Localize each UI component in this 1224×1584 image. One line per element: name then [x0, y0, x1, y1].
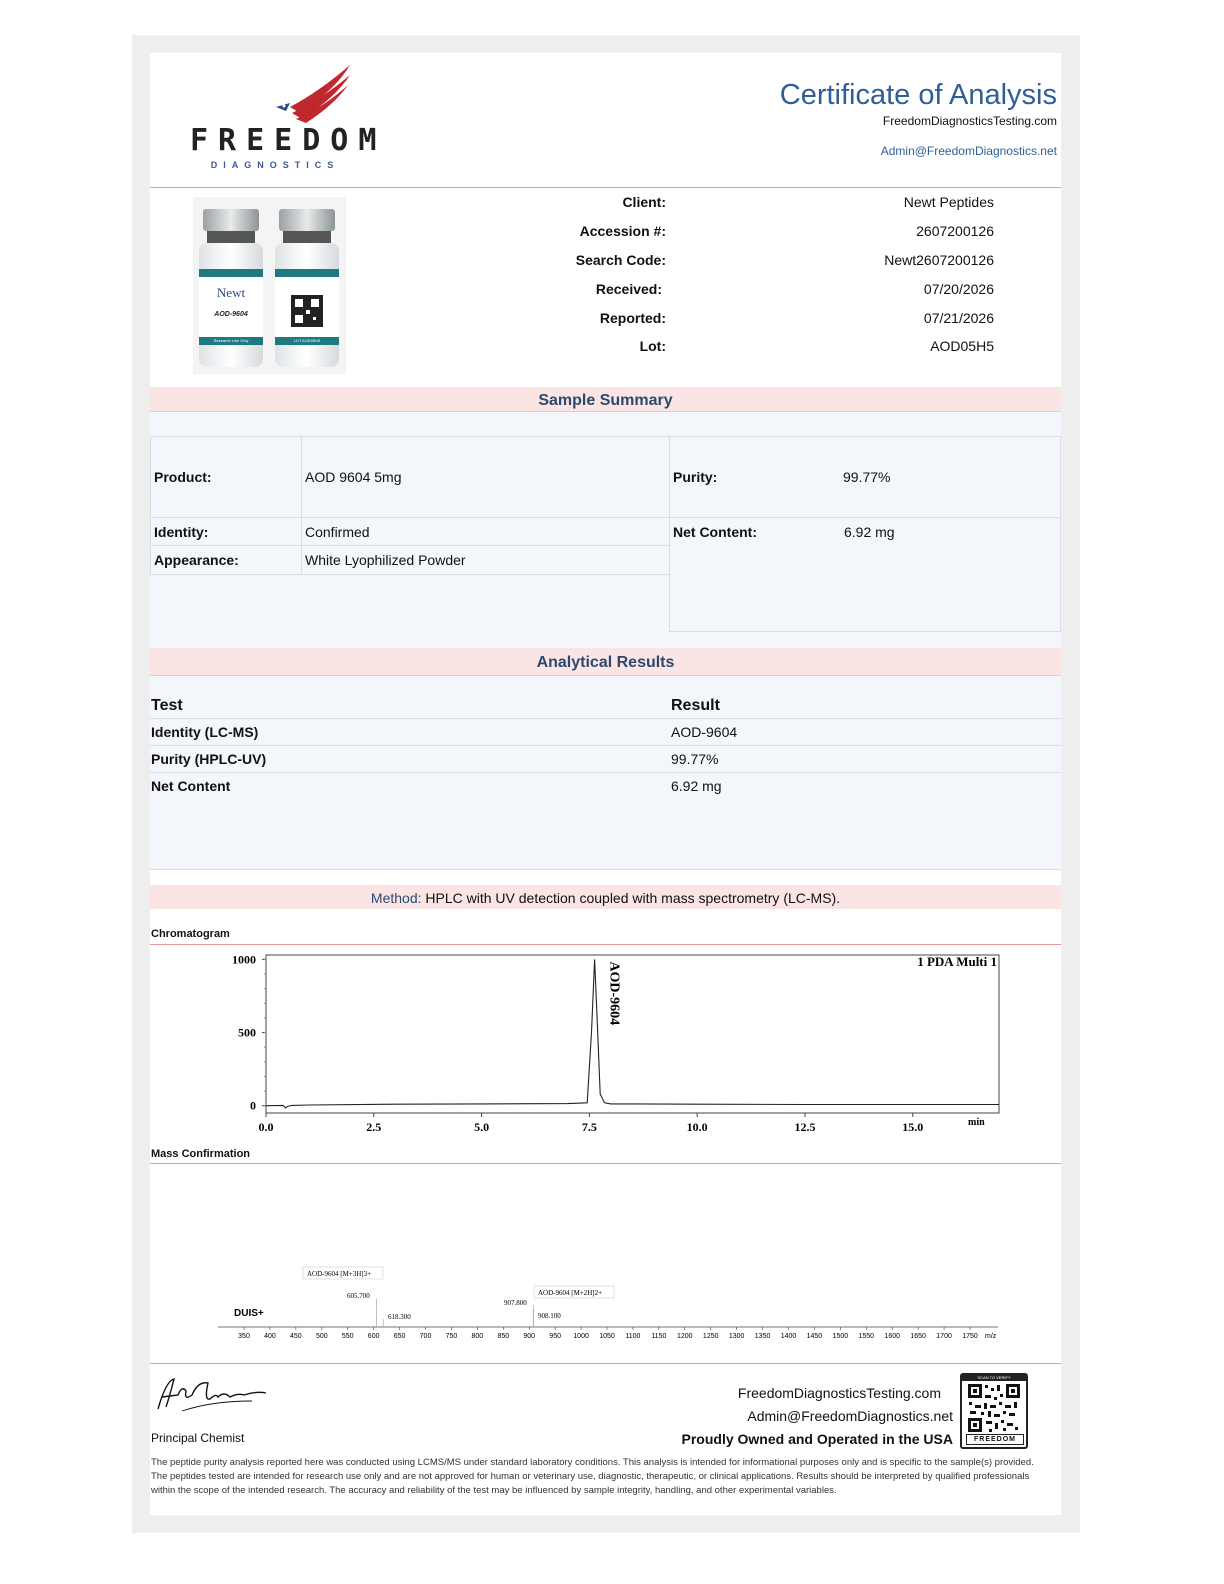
purity-value: 99.77% — [843, 469, 891, 485]
x-tick-label: 1200 — [676, 1333, 693, 1340]
signature-name — [154, 1423, 160, 1424]
x-tick-label: 1000 — [573, 1333, 589, 1340]
table-row — [150, 773, 1061, 799]
signer-title: Principal Chemist — [151, 1431, 245, 1445]
x-tick-label: 900 — [523, 1333, 536, 1340]
method-band — [150, 885, 1061, 909]
x-tick-label: 1300 — [728, 1333, 745, 1340]
chromatogram-series-label: 1 PDA Multi 1 — [917, 954, 997, 969]
purity-label: Purity: — [673, 469, 718, 485]
x-tick-label: 15.0 — [902, 1120, 924, 1134]
x-tick-label: 600 — [367, 1333, 380, 1340]
freedom-logo — [188, 63, 387, 173]
x-tick-label: 10.0 — [686, 1120, 708, 1134]
client-value: Newt Peptides — [903, 194, 994, 210]
chromatogram-plot-area — [266, 955, 999, 1113]
chromatogram-series-line — [266, 959, 999, 1108]
footer-email[interactable]: Admin@FreedomDiagnostics.net — [747, 1408, 953, 1424]
table-row — [150, 746, 1061, 773]
x-tick-label: 5.0 — [474, 1120, 490, 1134]
vial-brand: Newt — [216, 285, 246, 300]
method-label: Method: — [370, 890, 422, 906]
header-website[interactable]: FreedomDiagnosticsTesting.com — [882, 114, 1057, 128]
x-tick-label: 12.5 — [794, 1120, 816, 1134]
x-tick-label: 700 — [419, 1333, 432, 1340]
x-tick-label: 1150 — [651, 1333, 667, 1340]
analytical-results-header — [150, 648, 1061, 676]
search-code-value: Newt2607200126 — [884, 252, 994, 268]
brand-name: FREEDOM — [190, 123, 387, 158]
x-tick-label: 750 — [445, 1333, 458, 1340]
qr-caption: FREEDOM — [966, 1434, 1024, 1445]
identity-value-cell — [301, 517, 670, 546]
mass-spectrum-chart — [150, 1164, 1061, 1344]
x-tick-label: 7.5 — [581, 1120, 597, 1134]
mass-confirmation-title: Mass Confirmation — [151, 1148, 251, 1160]
product-value: AOD 9604 5mg — [305, 469, 402, 485]
disclaimer-text: The peptide purity analysis reported here was conducted using LCMS/MS under standard laboratory conditions. This analysis is intended for informational purposes only and is specific to the sample(s) provided. The peptides tested are intended for research use only and are not approved for human or veterinary use, diagnostic, therapeutic, or clinical applications. Results should be interpreted by qualified professionals within the scope of the intended research. The accuracy and reliability of the test may be influenced by sample integrity, handling, and other experimental variables. — [151, 1457, 1034, 1496]
x-tick-label: 1450 — [806, 1333, 823, 1340]
test-name: Net Content — [151, 778, 231, 794]
product-label: Product: — [154, 469, 212, 485]
verify-qr-badge[interactable] — [960, 1373, 1028, 1449]
y-tick-label: 0 — [250, 1098, 256, 1113]
chromatogram-chart — [150, 945, 1061, 1135]
test-column-header: Test — [151, 697, 183, 714]
header-email[interactable]: Admin@FreedomDiagnostics.net — [880, 144, 1057, 158]
mass-annotation: 605.700 — [347, 1292, 370, 1300]
vial-product: AOD-9604 — [214, 311, 248, 318]
x-tick-label: 1550 — [858, 1333, 875, 1340]
product-photo — [193, 197, 346, 374]
mass-annotation: 907.800 — [504, 1299, 527, 1307]
brand-subtitle: DIAGNOSTICS — [210, 160, 340, 170]
identity-value: Confirmed — [305, 524, 370, 540]
accession-value: 2607200126 — [916, 223, 994, 239]
x-tick-label: 1750 — [962, 1333, 978, 1340]
qr-code-icon — [967, 1383, 1021, 1433]
x-tick-label: 1500 — [832, 1333, 849, 1340]
appearance-value-cell — [301, 545, 670, 575]
page-title: Certificate of Analysis — [779, 79, 1057, 111]
appearance-label-cell — [150, 545, 302, 575]
chromatogram-x-unit: min — [968, 1117, 985, 1128]
test-name: Identity (LC-MS) — [151, 724, 259, 740]
method-text: HPLC with UV detection coupled with mass spectrometry (LC-MS). — [425, 890, 841, 906]
x-tick-label: 950 — [549, 1333, 561, 1340]
x-tick-label: 400 — [264, 1333, 276, 1340]
identity-label: Identity: — [154, 524, 209, 540]
test-result: 6.92 mg — [671, 778, 722, 794]
appearance-label: Appearance: — [154, 552, 239, 568]
net-content-label: Net Content: — [673, 524, 757, 540]
results-header-row — [150, 693, 1061, 719]
reported-label: Reported: — [599, 310, 666, 326]
x-tick-label: 350 — [238, 1333, 250, 1340]
x-tick-label: 850 — [497, 1333, 510, 1340]
x-tick-label: 650 — [393, 1333, 406, 1340]
mass-annotation: 908.100 — [538, 1312, 561, 1320]
table-row — [150, 719, 1061, 746]
eagle-flag-icon — [232, 63, 352, 125]
net-content-value: 6.92 mg — [844, 524, 895, 540]
mass-annotation: 618.300 — [388, 1313, 411, 1321]
received-label: Received: — [595, 281, 662, 297]
appearance-value: White Lyophilized Powder — [305, 552, 466, 568]
mass-annotation: AOD-9604 [M+2H]2+ — [538, 1289, 603, 1297]
vial-lot: LOT:AOD05H5 — [293, 338, 321, 343]
reported-value: 07/21/2026 — [923, 310, 994, 326]
x-tick-label: 1100 — [625, 1333, 641, 1340]
qr-top-label: SCAN TO VERIFY — [962, 1375, 1026, 1381]
x-tick-label: 500 — [315, 1333, 328, 1340]
x-tick-label: 1600 — [884, 1333, 901, 1340]
x-tick-label: 1250 — [702, 1333, 719, 1340]
footer-divider — [150, 1363, 1061, 1364]
mass-mode-label: DUIS+ — [234, 1308, 264, 1319]
footer-tagline: Proudly Owned and Operated in the USA — [681, 1431, 953, 1447]
y-tick-label: 500 — [238, 1025, 256, 1040]
peak-label: AOD-9604 — [606, 961, 622, 1026]
footer-website[interactable]: FreedomDiagnosticsTesting.com — [737, 1385, 941, 1401]
analytical-results-table — [150, 676, 1061, 870]
x-tick-label: 450 — [290, 1333, 302, 1340]
product-value-cell — [301, 436, 670, 518]
mass-x-unit: m/z — [985, 1333, 997, 1340]
x-tick-label: 0.0 — [258, 1120, 274, 1134]
identity-label-cell — [150, 517, 302, 546]
chromatogram-title: Chromatogram — [151, 928, 230, 940]
product-label-cell — [150, 436, 302, 518]
client-label: Client: — [622, 194, 666, 210]
x-tick-label: 550 — [341, 1333, 354, 1340]
test-result: 99.77% — [671, 751, 719, 767]
x-tick-label: 1700 — [936, 1333, 952, 1340]
sample-summary-title: Sample Summary — [538, 392, 673, 409]
x-tick-label: 1400 — [780, 1333, 797, 1340]
lot-value: AOD05H5 — [930, 338, 994, 354]
purity-label-cell — [669, 436, 841, 518]
vial-footer: Research Use Only — [213, 338, 249, 343]
accession-label: Accession #: — [579, 223, 666, 239]
received-value: 07/20/2026 — [923, 281, 994, 297]
analytical-results-title: Analytical Results — [536, 654, 675, 671]
header-divider — [150, 187, 1061, 188]
purity-value-cell — [840, 436, 1061, 518]
mass-annotation: AOD-9604 [M+3H]3+ — [307, 1270, 372, 1278]
signature-image — [152, 1371, 272, 1421]
result-column-header: Result — [671, 697, 720, 714]
net-content-cell — [669, 517, 1061, 632]
search-code-label: Search Code: — [575, 252, 666, 268]
x-tick-label: 2.5 — [366, 1120, 382, 1134]
sample-summary-header — [150, 387, 1061, 412]
test-name: Purity (HPLC-UV) — [151, 751, 267, 767]
x-tick-label: 1650 — [910, 1333, 926, 1340]
x-tick-label: 1350 — [754, 1333, 771, 1340]
test-result: AOD-9604 — [671, 724, 738, 740]
y-tick-label: 1000 — [232, 952, 256, 967]
x-tick-label: 800 — [471, 1333, 484, 1340]
certificate-page — [150, 53, 1061, 1515]
x-tick-label: 1050 — [599, 1333, 615, 1340]
lot-label: Lot: — [639, 338, 666, 354]
